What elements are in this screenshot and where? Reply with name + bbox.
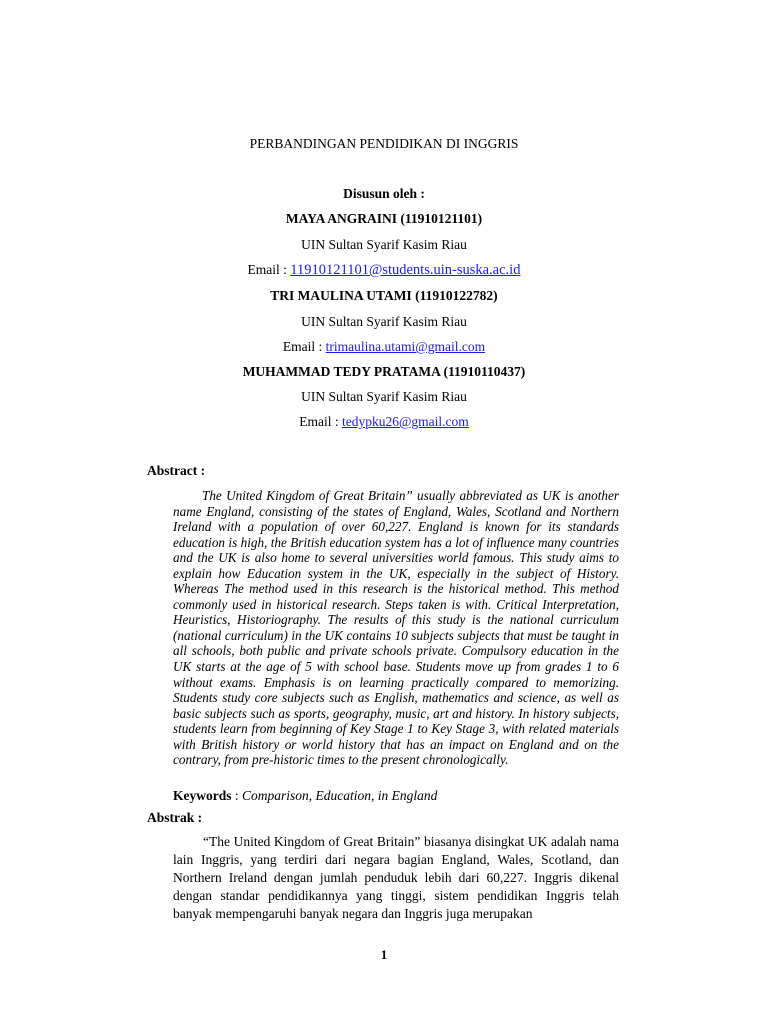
author-1-name: MAYA ANGRAINI (11910121101) [285,211,483,226]
author-2-name: TRI MAULINA UTAMI (11910122782) [270,288,498,303]
keywords-value: Comparison, Education, in England [242,788,438,803]
author-3-email-label: Email : [299,414,342,429]
keywords-line [173,788,437,804]
author-3-name: MUHAMMAD TEDY PRATAMA (11910110437) [242,364,526,379]
keywords-separator: : [231,788,243,803]
author-3-email-link[interactable]: tedypku26@gmail.com [341,414,469,429]
author-2-email-link[interactable]: trimaulina.utami@gmail.com [325,339,486,354]
author-1-email-link[interactable]: 11910121101@students.uin-suska.ac.id [290,262,521,278]
author-1-email-label: Email : [247,262,291,277]
author-1-email-line [0,262,768,279]
author-2-institution: UIN Sultan Syarif Kasim Riau [301,314,467,329]
abstrak-heading: Abstrak : [147,810,203,825]
abstrak-body: “The United Kingdom of Great Britain” biasanya disingkat UK adalah nama lain Inggris, yang terdiri dari negara bagian England, Wales, Scotland, dan Northern Ireland dengan jumlah penduduk lebih dari 60,227. Inggris dikenal dengan standar pendidikannya yang tinggi, sistem pendidikan Inggris telah banyak mempengaruhi banyak negara dan Inggris juga merupakan [173,834,619,922]
author-1-institution: UIN Sultan Syarif Kasim Riau [301,237,467,252]
abstract-body: The United Kingdom of Great Britain” usually abbreviated as UK is another name England, consisting of the states of England, Wales, Scotland and Northern Ireland with a population of over 60,227. England is known for its standards education is high, the British education system has a lot of influence many countries and the UK is also home to several universities world famous. This study aims to explain how Education system in the UK, especially in the subject of History. Whereas The method used in this research is the historical method. This method commonly used in historical research. Steps taken is with. Critical Interpretation, Heuristics, Historiography. The results of this study is the national curriculum (national curriculum) in the UK contains 10 subjects subjects that must be taught in all schools, both public and private schools private. Compulsory education in the UK starts at the age of 5 with school base. Students move up from grades 1 to 6 without exams. Emphasis is on learning practically compared to memorizing. Students study core subjects such as English, mathematics and science, as well as basic subjects such as sports, geography, music, art and history. In history subjects, students learn from beginning of Key Stage 1 to Key Stage 3, with related materials with British history or world history that has an impact on England and on the contrary, from pre-historic times to the present chronologically. [173,488,619,768]
keywords-label: Keywords [173,788,232,803]
abstract-heading: Abstract : [147,463,206,478]
author-2-email-line [0,339,768,355]
author-3-email-line [0,414,768,430]
page-number: 1 [380,947,388,962]
author-2-email-label: Email : [282,339,326,354]
compiled-by-label: Disusun oleh : [343,186,425,201]
author-3-institution: UIN Sultan Syarif Kasim Riau [301,389,467,404]
paper-title: PERBANDINGAN PENDIDIKAN DI INGGRIS [249,136,519,151]
